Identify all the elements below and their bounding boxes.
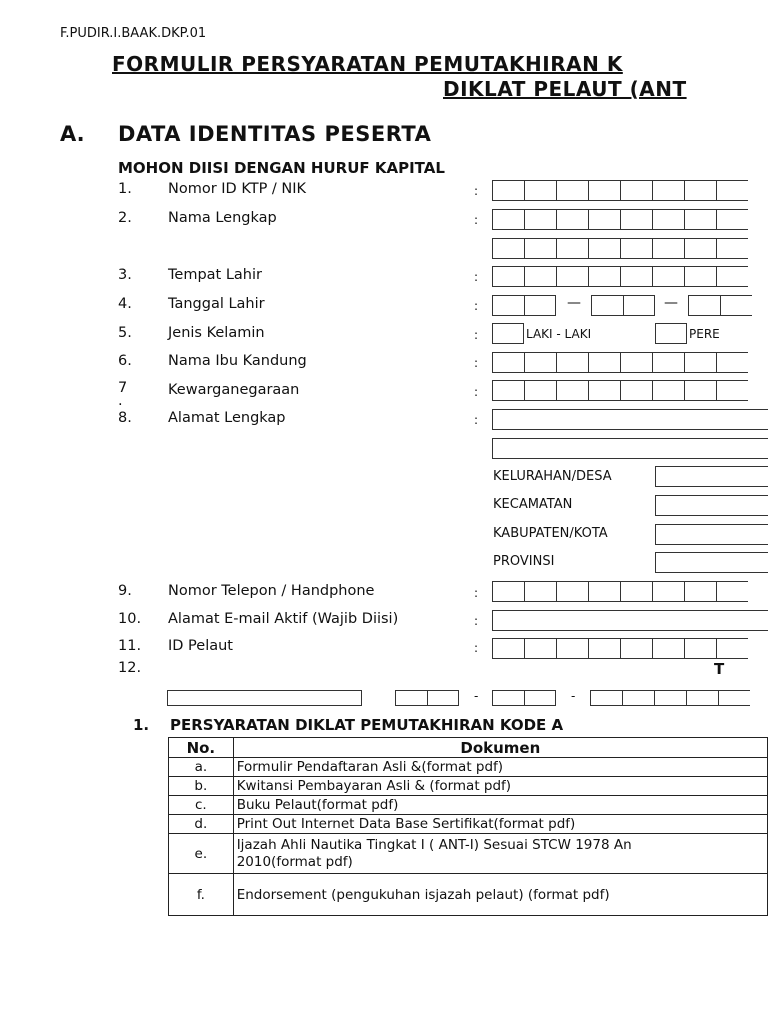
- birth-year-boxes[interactable]: [688, 295, 752, 316]
- requirements-table: [168, 737, 768, 916]
- label-birthdate: Tanggal Lahir: [168, 296, 265, 312]
- label-email: Alamat E-mail Aktif (Wajib Diisi): [168, 611, 399, 627]
- row12-truncated-label: T: [714, 660, 725, 678]
- label-seafarer-id: ID Pelaut: [168, 638, 233, 654]
- address-line1-input[interactable]: [492, 409, 768, 430]
- colon: :: [474, 385, 479, 399]
- field-number: 5.: [118, 325, 132, 341]
- colon: :: [474, 213, 479, 227]
- label-province: PROVINSI: [493, 554, 555, 569]
- regency-input[interactable]: [655, 524, 768, 545]
- colon: :: [474, 641, 479, 655]
- phone-input-boxes[interactable]: [492, 581, 748, 602]
- row-no: a.: [169, 758, 234, 777]
- row12-text-input[interactable]: [167, 690, 362, 706]
- document-code: F.PUDIR.I.BAAK.DKP.01: [60, 26, 207, 41]
- colon: :: [474, 413, 479, 427]
- section-a-title: DATA IDENTITAS PESERTA: [118, 122, 432, 146]
- field-number: 6.: [118, 353, 132, 369]
- field-number: 7 .: [118, 380, 128, 409]
- table-row: [169, 777, 768, 796]
- table-row: [169, 758, 768, 777]
- table-row: [169, 815, 768, 834]
- label-address: Alamat Lengkap: [168, 410, 286, 426]
- label-nik: Nomor ID KTP / NIK: [168, 181, 307, 197]
- colon: :: [474, 356, 479, 370]
- label-mother-name: Nama Ibu Kandung: [168, 353, 307, 369]
- field-number: 2.: [118, 210, 132, 226]
- district-input[interactable]: [655, 495, 768, 516]
- row-no: e.: [169, 834, 234, 874]
- field-number: 9.: [118, 583, 132, 599]
- colon: :: [474, 614, 479, 628]
- col-doc-header: Dokumen: [233, 738, 767, 758]
- row-doc: Formulir Pendaftaran Asli &(format pdf): [233, 758, 767, 777]
- field-number: 8.: [118, 410, 132, 426]
- label-district: KECAMATAN: [493, 497, 573, 512]
- gender-male-label: LAKI - LAKI: [526, 327, 592, 341]
- name-input-boxes-line1[interactable]: [492, 209, 748, 230]
- row-no: f.: [169, 874, 234, 916]
- row12-separator: -: [571, 689, 576, 703]
- field-number: 4.: [118, 296, 132, 312]
- date-separator: —: [664, 295, 678, 311]
- row-no: b.: [169, 777, 234, 796]
- label-regency: KABUPATEN/KOTA: [493, 526, 608, 541]
- table-header-row: [169, 738, 768, 758]
- row-doc: [233, 834, 767, 874]
- field-number: 3.: [118, 267, 132, 283]
- fill-instruction: MOHON DIISI DENGAN HURUF KAPITAL: [118, 159, 445, 177]
- section-1-title: PERSYARATAN DIKLAT PEMUTAKHIRAN KODE A: [170, 716, 564, 734]
- gender-female-label: PERE: [689, 327, 720, 341]
- label-full-name: Nama Lengkap: [168, 210, 277, 226]
- section-a-letter: A.: [60, 122, 85, 146]
- label-birthplace: Tempat Lahir: [168, 267, 262, 283]
- row-doc: Print Out Internet Data Base Sertifikat(format pdf): [233, 815, 767, 834]
- col-no-header: No.: [169, 738, 234, 758]
- birth-month-boxes[interactable]: [591, 295, 655, 316]
- label-citizenship: Kewarganegaraan: [168, 382, 300, 398]
- row-no: c.: [169, 796, 234, 815]
- mother-name-input-boxes[interactable]: [492, 352, 748, 373]
- row12-separator: -: [474, 689, 479, 703]
- row-doc-line2: 2010(format pdf): [236, 853, 353, 870]
- colon: :: [474, 586, 479, 600]
- form-title-line2: DIKLAT PELAUT (ANT: [443, 77, 687, 101]
- name-input-boxes-line2[interactable]: [492, 238, 748, 259]
- birthplace-input-boxes[interactable]: [492, 266, 748, 287]
- row-doc: Buku Pelaut(format pdf): [233, 796, 767, 815]
- label-gender: Jenis Kelamin: [168, 325, 265, 341]
- form-title-line1: FORMULIR PERSYARATAN PEMUTAKHIRAN K: [112, 52, 623, 76]
- field-number: 11.: [118, 638, 142, 654]
- row12-boxes-2[interactable]: [492, 690, 556, 706]
- row-doc: Endorsement (pengukuhan isjazah pelaut) (format pdf): [233, 874, 767, 916]
- row12-boxes-1[interactable]: [395, 690, 459, 706]
- label-village: KELURAHAN/DESA: [493, 469, 612, 484]
- nik-input-boxes[interactable]: [492, 180, 748, 201]
- row-doc: Kwitansi Pembayaran Asli & (format pdf): [233, 777, 767, 796]
- email-input[interactable]: [492, 610, 768, 631]
- seafarer-id-input-boxes[interactable]: [492, 638, 748, 659]
- table-row: [169, 874, 768, 916]
- colon: :: [474, 299, 479, 313]
- section-1-number: 1.: [133, 716, 150, 734]
- citizenship-input-boxes[interactable]: [492, 380, 748, 401]
- table-row: [169, 796, 768, 815]
- table-row: [169, 834, 768, 874]
- colon: :: [474, 184, 479, 198]
- birth-day-boxes[interactable]: [492, 295, 556, 316]
- gender-male-checkbox[interactable]: [492, 323, 524, 344]
- label-phone: Nomor Telepon / Handphone: [168, 583, 375, 599]
- row-no: d.: [169, 815, 234, 834]
- row12-boxes-3[interactable]: [590, 690, 750, 706]
- field-number: 12.: [118, 660, 142, 676]
- province-input[interactable]: [655, 552, 768, 573]
- colon: :: [474, 328, 479, 342]
- gender-female-checkbox[interactable]: [655, 323, 687, 344]
- address-line2-input[interactable]: [492, 438, 768, 459]
- row-doc-line1: Ijazah Ahli Nautika Tingkat I ( ANT-I) Sesuai STCW 1978 An: [236, 836, 632, 853]
- colon: :: [474, 270, 479, 284]
- field-number: 1.: [118, 181, 132, 197]
- date-separator: —: [567, 295, 581, 311]
- field-number: 10.: [118, 611, 142, 627]
- village-input[interactable]: [655, 466, 768, 487]
